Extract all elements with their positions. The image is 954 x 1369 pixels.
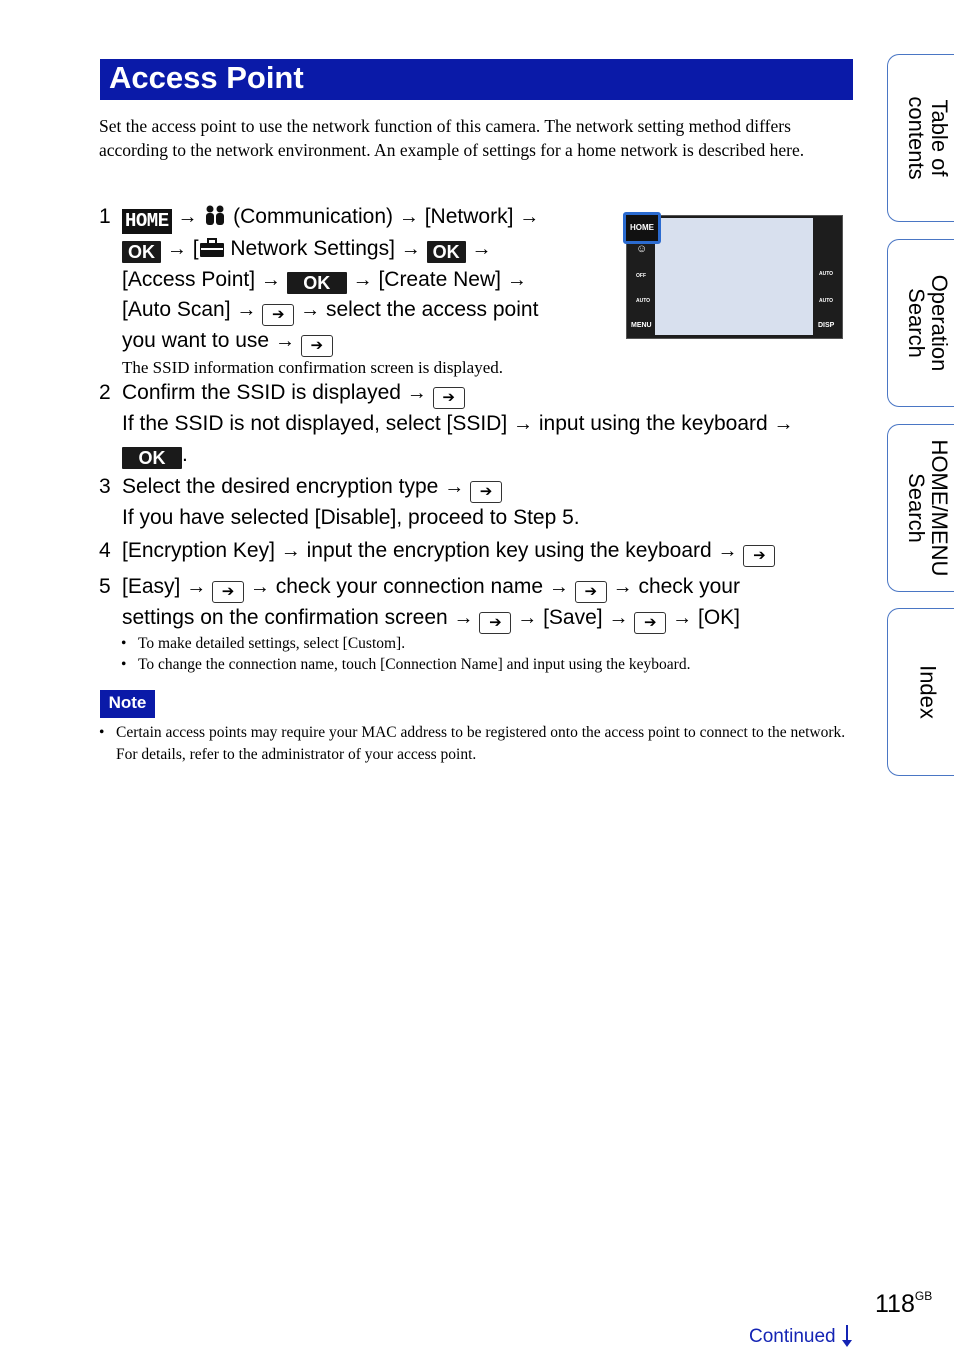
camera-auto-label: AUTO: [636, 298, 651, 304]
arrow-icon: →: [444, 476, 465, 498]
ok-button: OK: [287, 272, 347, 294]
continued-link[interactable]: [749, 1324, 853, 1348]
arrow-icon: →: [453, 607, 474, 629]
step-2-text: Confirm the SSID is displayed: [122, 381, 401, 404]
camera-flash-auto-label: AUTO: [819, 271, 834, 277]
page-number: [875, 1289, 932, 1319]
tab-label-line: Search: [904, 288, 929, 358]
tab-label-line: Index: [915, 665, 941, 719]
step-number: 3: [99, 475, 111, 498]
step-2-body: [122, 378, 857, 469]
next-icon: ➔: [479, 612, 511, 634]
tab-label: [917, 665, 940, 719]
arrow-icon: →: [513, 413, 534, 435]
camera-lcd: [655, 218, 813, 335]
tab-index[interactable]: [887, 608, 954, 776]
step-number: 1: [99, 205, 111, 228]
step-5: [99, 572, 859, 632]
step-5-body: [122, 572, 857, 634]
step-5-text: settings on the confirmation screen: [122, 606, 448, 629]
tab-label-line: contents: [904, 96, 929, 180]
arrow-icon: →: [517, 607, 538, 629]
step-1-line-4: [122, 295, 602, 326]
step-number: 2: [99, 381, 111, 404]
tab-operation-search[interactable]: [887, 239, 954, 407]
step-1-line-2: [122, 234, 602, 265]
camera-macro-auto-label: AUTO: [819, 298, 834, 304]
tab-label: [905, 275, 951, 372]
step-number: 4: [99, 539, 111, 562]
arrow-icon: →: [717, 540, 738, 562]
step-1-body: [122, 202, 602, 379]
note-list: [99, 722, 854, 765]
step-4: [99, 536, 859, 566]
step-2-line-1: [122, 378, 857, 409]
step-1-text: [Auto Scan]: [122, 298, 231, 321]
step-3: [99, 472, 859, 532]
step-2: [99, 378, 859, 468]
next-icon: ➔: [433, 387, 465, 409]
next-icon: ➔: [634, 612, 666, 634]
arrow-icon: →: [506, 268, 527, 291]
step-1-text: (Communication): [233, 205, 394, 228]
arrow-icon: →: [519, 206, 540, 228]
arrow-icon: →: [608, 607, 629, 629]
step-1-text: [Create New]: [378, 267, 501, 291]
arrow-icon: →: [471, 238, 492, 260]
step-5-line-2: [122, 603, 857, 634]
home-icon: HOME: [122, 209, 172, 234]
step-5-text: [Save]: [543, 606, 603, 629]
step-1-line-5: [122, 326, 602, 357]
note-item: • Certain access points may require your MAC address to be registered onto the access point to connect to the network. For details, refer to the administrator of your access point.: [99, 722, 854, 765]
arrow-icon: →: [236, 299, 257, 321]
arrow-icon: →: [249, 576, 270, 598]
toolbox-icon: [199, 238, 225, 258]
communication-icon: [203, 204, 227, 226]
next-icon: ➔: [262, 304, 294, 326]
bullet-item: • To make detailed settings, select [Custom].: [121, 633, 841, 654]
note-label: Note: [100, 690, 155, 718]
arrow-icon: →: [398, 206, 419, 228]
next-icon: ➔: [575, 581, 607, 603]
arrow-icon: →: [300, 299, 321, 321]
step-5-text: check your: [638, 575, 740, 598]
tab-label-line: Search: [904, 473, 929, 543]
arrow-icon: →: [773, 413, 794, 435]
next-icon: ➔: [301, 335, 333, 357]
step-number: 5: [99, 575, 111, 598]
step-1-line-3: [122, 265, 602, 296]
step-2-line-2: [122, 409, 857, 440]
ok-button: OK: [122, 241, 161, 263]
next-icon: ➔: [470, 481, 502, 503]
page-number-suffix: GB: [914, 1289, 933, 1303]
tab-label-line: HOME/MENU: [927, 439, 952, 577]
camera-menu-label: MENU: [631, 322, 652, 329]
step-4-body: [122, 536, 857, 567]
step-3-text: Select the desired encryption type: [122, 475, 439, 498]
step-5-line-1: [122, 572, 857, 603]
step-5-bullets: [121, 633, 841, 675]
step-2-text: If the SSID is not displayed, select [SSID]: [122, 412, 508, 435]
page-title: Access Point: [100, 59, 853, 100]
step-1-note: The SSID information confirmation screen is displayed.: [122, 358, 503, 377]
camera-disp-label: DISP: [818, 322, 835, 329]
step-5-text: check your connection name: [275, 575, 544, 598]
ok-button: OK: [427, 241, 466, 263]
arrow-icon: →: [612, 576, 633, 598]
tab-label: [905, 440, 951, 577]
next-icon: ➔: [212, 581, 244, 603]
arrow-icon: →: [406, 382, 427, 404]
step-1: [99, 202, 599, 382]
arrow-icon: →: [186, 576, 207, 598]
arrow-icon: →: [672, 607, 693, 629]
page-number-value: 118: [875, 1290, 915, 1318]
arrow-icon: →: [274, 330, 295, 352]
arrow-icon: →: [400, 238, 421, 260]
tab-home-menu-search[interactable]: [887, 424, 954, 592]
step-1-text: Network Settings]: [230, 237, 395, 260]
step-1-text: select the access point: [325, 298, 539, 321]
step-2-text: input using the keyboard: [538, 412, 768, 435]
step-1-text: [: [192, 237, 199, 260]
step-1-text: [Access Point]: [122, 267, 256, 291]
step-3-line-2: If you have selected [Disable], proceed to Step 5.: [122, 506, 580, 529]
step-5-text: [Easy]: [122, 575, 181, 598]
arrow-icon: →: [280, 540, 301, 562]
next-icon: ➔: [743, 545, 775, 567]
ok-button: OK: [122, 447, 182, 469]
arrow-icon: →: [166, 238, 187, 260]
camera-off-label: OFF: [636, 273, 646, 279]
intro-text: Set the access point to use the network function of this camera. The network setting method differs according to the network environment. An example of settings for a home network is described here.: [99, 116, 805, 160]
arrow-icon: →: [177, 206, 198, 228]
step-1-text: you want to use: [122, 329, 270, 352]
step-1-text: [Network]: [424, 205, 514, 228]
tab-label-line: Operation: [927, 274, 952, 372]
tab-label-line: Table of: [927, 99, 952, 177]
step-3-body: [122, 472, 857, 533]
step-3-line-1: [122, 472, 857, 503]
step-4-text: [Encryption Key]: [122, 539, 275, 562]
bullet-item: • To change the connection name, touch [Connection Name] and input using the keyboard.: [121, 654, 841, 675]
step-4-text: input the encryption key using the keyboard: [306, 539, 712, 562]
arrow-icon: →: [352, 268, 373, 291]
camera-screen-illustration: [626, 215, 843, 339]
continued-label: Continued: [749, 1326, 836, 1347]
step-5-text: [OK]: [697, 606, 740, 629]
down-arrow-icon: [841, 1324, 853, 1348]
arrow-icon: →: [548, 576, 569, 598]
camera-smile-icon: ☺: [636, 243, 648, 255]
tab-table-of-contents[interactable]: [887, 54, 954, 222]
arrow-icon: →: [260, 268, 281, 291]
tab-label: [905, 96, 951, 179]
step-2-line-3: [122, 440, 857, 470]
camera-home-key: HOME: [623, 212, 661, 244]
step-1-line-1: [122, 202, 602, 234]
step-2-text: .: [182, 442, 188, 466]
